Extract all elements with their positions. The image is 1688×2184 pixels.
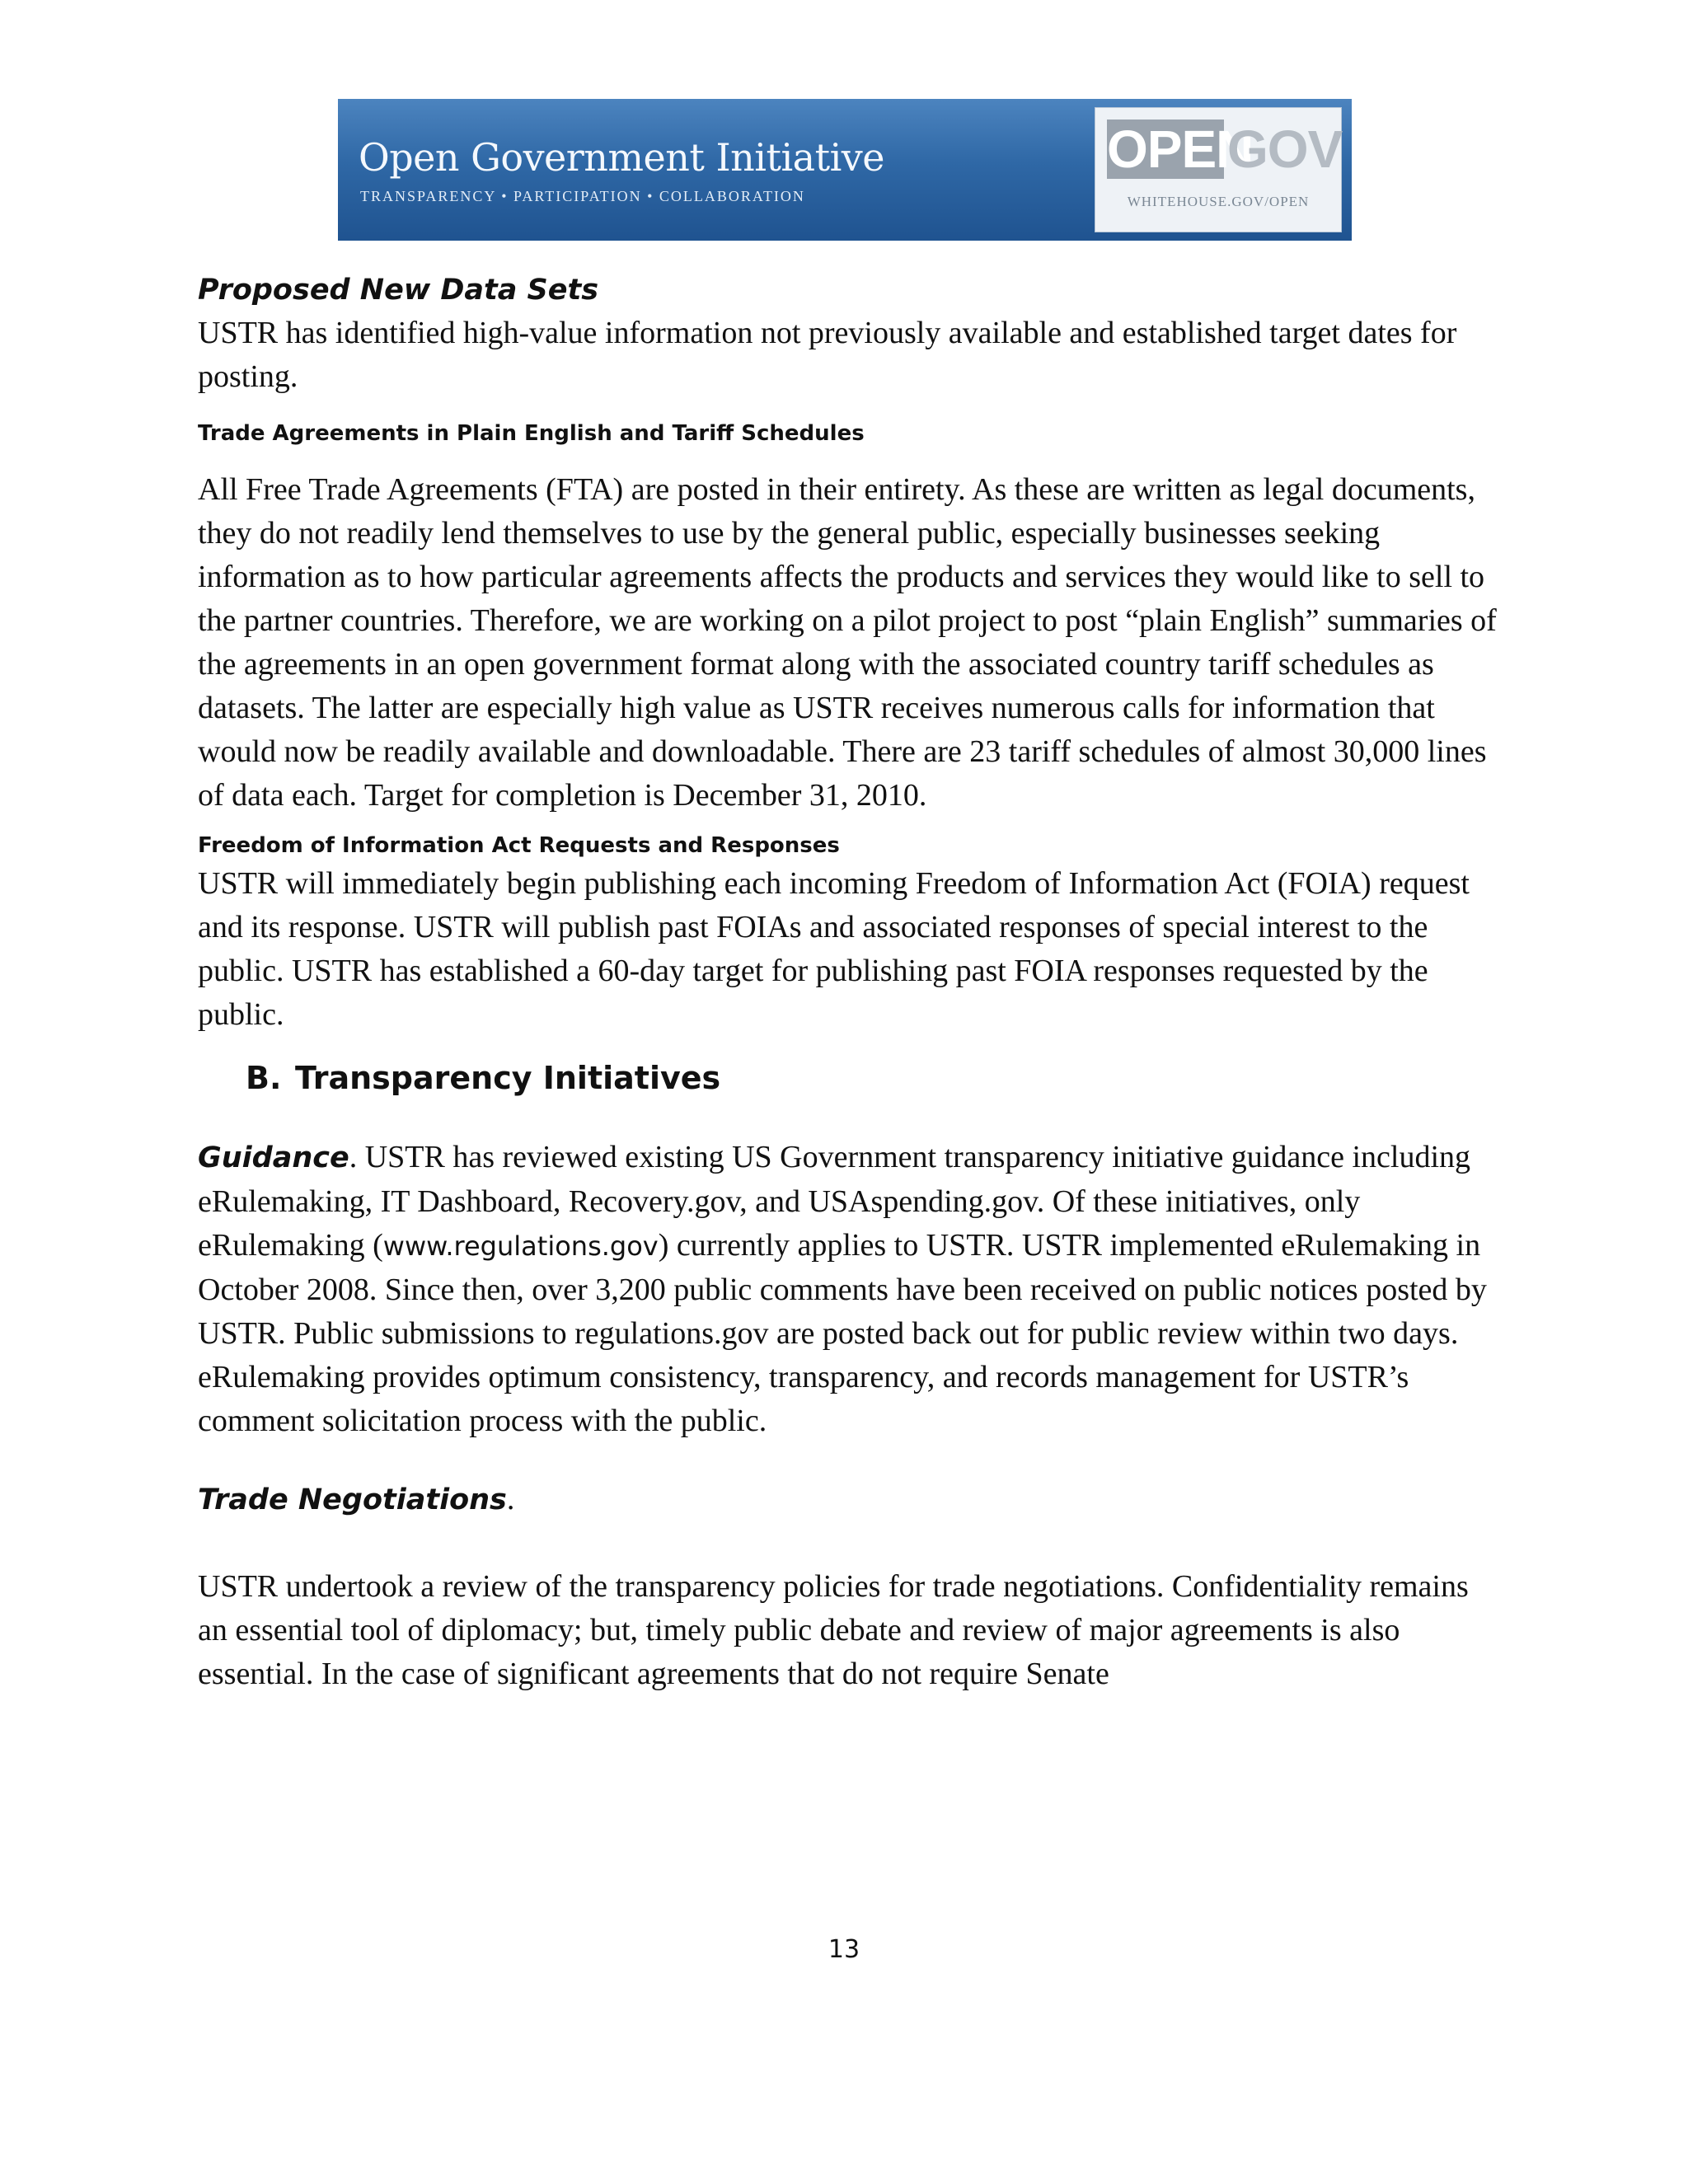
trade-negotiations-period: .: [506, 1482, 515, 1516]
guidance-paragraph: [198, 1136, 1500, 1443]
guidance-lead: Guidance: [198, 1141, 349, 1174]
document-body: [198, 272, 1500, 1696]
logo-gov-text: GOV: [1227, 120, 1343, 179]
heading-trade-agreements: Trade Agreements in Plain English and Tariff Schedules: [198, 421, 865, 446]
open-government-banner: [338, 99, 1352, 241]
guidance-text-2: ) currently applies to USTR. USTR implemented eRulemaking in October 2008. Since then, over 3,200 public comments have been received on public notices posted by USTR. Public submissions to regulations.gov are posted back out for public review within two days. eRulemaking provides optimum consistency, transparency, and records management for USTR’s comment solicitation process with the public.: [198, 1228, 1487, 1438]
logo-url-text: WHITEHOUSE.GOV/OPEN: [1127, 194, 1310, 209]
data-sets-intro: USTR has identified high-value information not previously available and established target dates for posting.: [198, 316, 1457, 394]
regulations-gov-url: www.regulations.gov: [382, 1230, 659, 1262]
heading-proposed-data-sets: Proposed New Data Sets: [198, 274, 599, 307]
logo-open-text: OPEN: [1107, 120, 1254, 179]
trade-negotiations-paragraph: USTR undertook a review of the transparency policies for trade negotiations. Confidentiality remains an essential tool of diplomacy; but, timely public debate and review of major agreements is also essential. In the case of significant agreements that do not require Senate: [198, 1569, 1469, 1691]
heading-trade-negotiations: [198, 1478, 1500, 1522]
page-number: 13: [828, 1935, 860, 1964]
heading-foia: Freedom of Information Act Requests and Responses: [198, 833, 840, 858]
opengov-logo: [1095, 107, 1342, 232]
section-b-number: B.: [246, 1060, 282, 1096]
foia-paragraph: USTR will immediately begin publishing each incoming Freedom of Information Act (FOIA) request and its response. USTR will publish past FOIAs and associated responses of special interest to the public. USTR has established a 60-day target for publishing past FOIA responses requested by the public.: [198, 866, 1470, 1032]
trade-negotiations-lead: Trade Negotiations: [198, 1483, 507, 1516]
trade-agreements-paragraph: All Free Trade Agreements (FTA) are posted in their entirety. As these are written as legal documents, they do not readily lend themselves to use by the general public, especially businesses seeking information as to how particular agreements affects the products and services they would like to sell to the partner countries. Therefore, we are working on a pilot project to post “plain English” summaries of the agreements in an open government format along with the associated country tariff schedules as datasets. The latter are especially high value as USTR receives numerous calls for information that would now be readily available and downloadable. There are 23 tariff schedules of almost 30,000 lines of data each. Target for completion is December 31, 2010.: [198, 472, 1497, 813]
banner-title: Open Government Initiative: [359, 135, 885, 180]
section-b-title: Transparency Initiatives: [295, 1060, 721, 1096]
heading-section-b: [198, 1058, 1500, 1098]
banner-subtitle: TRANSPARENCY • PARTICIPATION • COLLABORATION: [360, 188, 805, 204]
guidance-text-1: . USTR has reviewed existing US Government transparency initiative guidance including eRulemaking, IT Dashboard, Recovery.gov, and USAspending.gov. Of these initiatives, only eRulemaking (: [198, 1140, 1470, 1263]
